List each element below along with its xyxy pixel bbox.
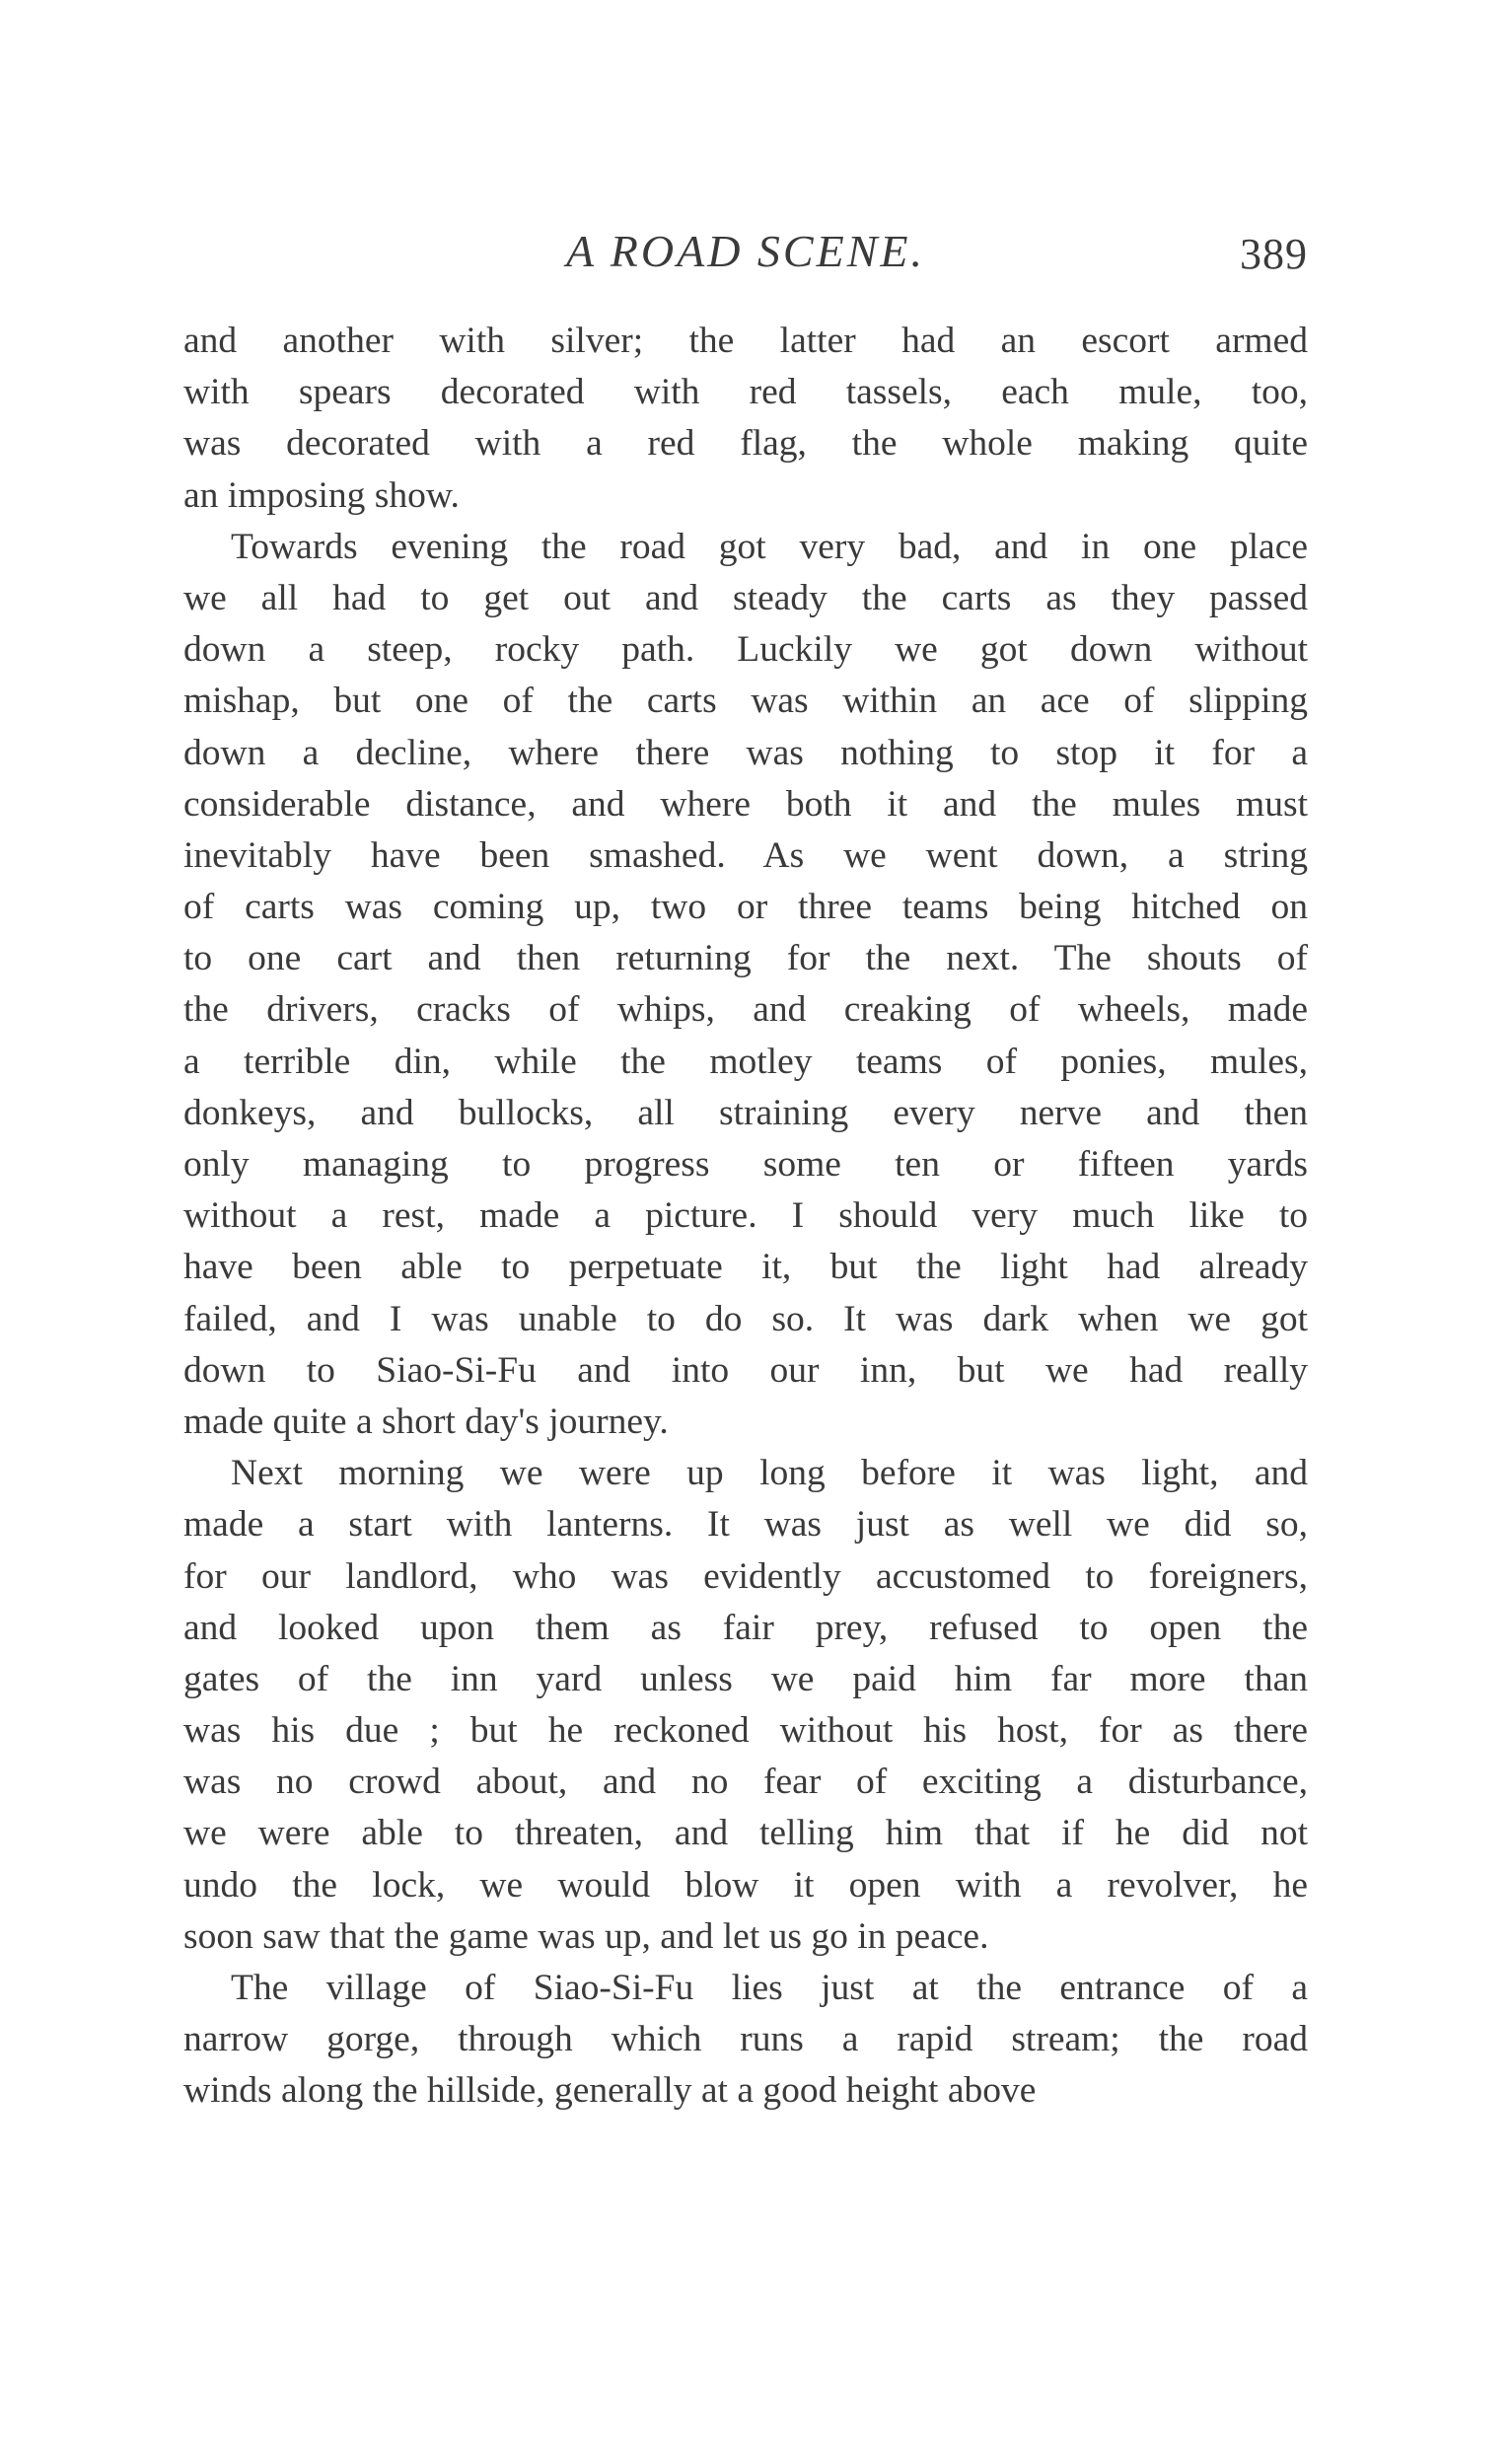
text-line: narrow gorge, through which runs a rapid stream; the road xyxy=(183,2019,1308,2060)
text-line: made quite a short day's journey. xyxy=(183,1401,669,1442)
text-line: made a start with lanterns. It was just as well we did so, xyxy=(183,1504,1308,1546)
text-line: an imposing show. xyxy=(183,474,460,516)
text-line: and looked upon them as fair prey, refused to open the xyxy=(183,1607,1308,1648)
page-number: 389 xyxy=(1240,230,1308,278)
text-line: and another with silver; the latter had an escort armed xyxy=(183,321,1308,361)
text-line: inevitably have been smashed. As we went down, a string xyxy=(183,834,1308,876)
text-line: winds along the hillside, generally at a good height above xyxy=(183,2070,1037,2112)
text-line: to one cart and then returning for the next. The shouts of xyxy=(183,938,1308,979)
text-line: was his due ; but he reckoned without his host, for as there xyxy=(183,1710,1308,1752)
text-line: undo the lock, we would blow it open with a revolver, he xyxy=(183,1864,1308,1906)
text-line: Towards evening the road got very bad, and in one place xyxy=(231,526,1308,567)
text-line: the drivers, cracks of whips, and creaking of wheels, made xyxy=(183,989,1308,1031)
paragraph xyxy=(183,1448,1308,1963)
text-line: mishap, but one of the carts was within an ace of slipping xyxy=(183,681,1308,722)
text-line: a terrible din, while the motley teams of ponies, mules, xyxy=(183,1041,1308,1082)
text-line: soon saw that the game was up, and let us go in peace. xyxy=(183,1915,989,1957)
paragraph xyxy=(183,1963,1308,2118)
text-line: have been able to perpetuate it, but the light had already xyxy=(183,1247,1308,1288)
text-line: down to Siao-Si-Fu and into our inn, but we had really xyxy=(183,1349,1308,1391)
text-line: Next morning we were up long before it was light, and xyxy=(231,1453,1308,1494)
text-line: we were able to threaten, and telling him that if he did not xyxy=(183,1813,1308,1854)
text-line: we all had to get out and steady the carts as they passed xyxy=(183,577,1308,618)
text-line: considerable distance, and where both it and the mules must xyxy=(183,783,1308,825)
running-head xyxy=(183,225,1308,284)
text-line: failed, and I was unable to do so. It was dark when we got xyxy=(183,1298,1308,1339)
text-line: donkeys, and bullocks, all straining every nerve and then xyxy=(183,1092,1308,1133)
text-line: The village of Siao-Si-Fu lies just at the entrance of a xyxy=(231,1968,1308,2008)
text-line: was decorated with a red flag, the whole making quite xyxy=(183,423,1308,465)
paragraph xyxy=(183,316,1308,522)
paragraph xyxy=(183,522,1308,1448)
text-line: for our landlord, who was evidently accustomed to foreigners, xyxy=(183,1555,1308,1597)
text-line: with spears decorated with red tassels, each mule, too, xyxy=(183,372,1308,413)
chapter-heading: A ROAD SCENE. xyxy=(566,226,925,276)
text-line: without a rest, made a picture. I should very much like to xyxy=(183,1195,1308,1237)
text-line: down a decline, where there was nothing to stop it for a xyxy=(183,732,1308,773)
body-text xyxy=(183,316,1308,2118)
text-line: down a steep, rocky path. Luckily we got down without xyxy=(183,629,1308,671)
text-line: of carts was coming up, two or three teams being hitched on xyxy=(183,887,1308,928)
text-line: only managing to progress some ten or fifteen yards xyxy=(183,1144,1308,1185)
text-line: gates of the inn yard unless we paid him far more than xyxy=(183,1658,1308,1699)
text-line: was no crowd about, and no fear of exciting a disturbance, xyxy=(183,1762,1308,1803)
